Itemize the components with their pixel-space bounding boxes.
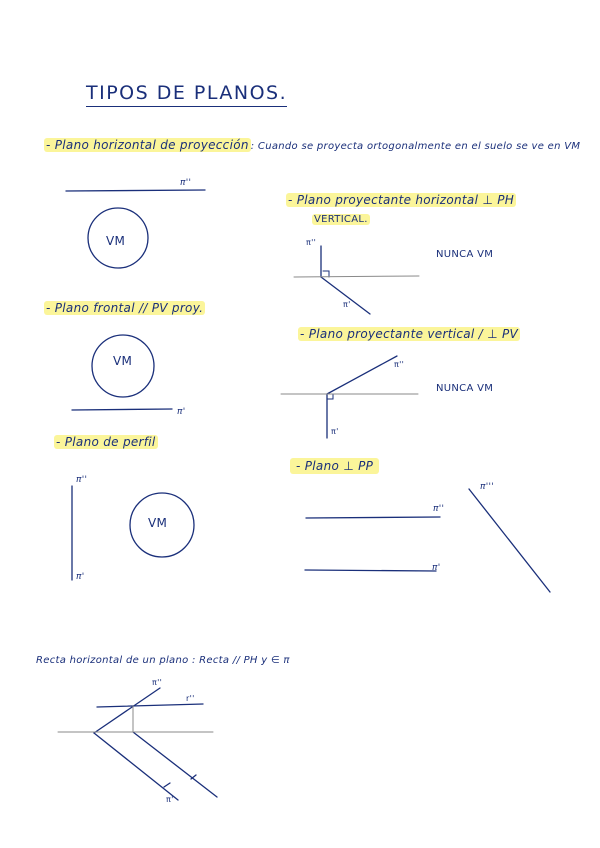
label-r2-recta: r'' bbox=[186, 694, 195, 703]
label-pi1-proy-v: π' bbox=[331, 427, 339, 436]
label-pi2-perfil: π'' bbox=[76, 475, 88, 485]
heading-proyectante-vertical-text: - Plano proyectante vertical / ⊥ PV bbox=[300, 327, 518, 341]
label-pi2-recta: π'' bbox=[152, 678, 163, 687]
page-title: TIPOS DE PLANOS. bbox=[86, 82, 287, 107]
recta-tick-1 bbox=[164, 783, 170, 787]
label-pi1-perfil: π' bbox=[76, 572, 85, 582]
heading-plano-perfil-text: - Plano de perfil bbox=[56, 435, 156, 449]
trace-pi1-proy-h bbox=[321, 277, 370, 314]
ground-line-proy-h bbox=[294, 276, 419, 277]
heading-plano-frontal-text: - Plano frontal // PV proy. bbox=[46, 301, 204, 315]
label-pi1-pp: π' bbox=[432, 563, 441, 573]
heading-vertical-text: VERTICAL. bbox=[314, 214, 368, 225]
label-pi2-proy-v: π'' bbox=[394, 360, 405, 369]
recta-r1 bbox=[133, 732, 217, 797]
trace-pi2-pp bbox=[306, 517, 440, 518]
heading-plano-pp-text: - Plano ⊥ PP bbox=[290, 458, 379, 474]
label-pi3-pp: π''' bbox=[480, 482, 495, 492]
label-pi2-proy-h: π'' bbox=[306, 238, 317, 247]
right-angle-proy-v bbox=[327, 394, 333, 399]
heading-plano-horizontal-text: - Plano horizontal de proyección bbox=[46, 138, 249, 152]
circle-vm-frontal bbox=[92, 335, 154, 397]
trace-pi1-frontal bbox=[72, 409, 172, 410]
heading-recta-horizontal: Recta horizontal de un plano : Recta // PH y ∈ π bbox=[36, 655, 290, 666]
heading-proyectante-horizontal-text: - Plano proyectante horizontal ⊥ PH bbox=[288, 193, 515, 207]
circle-vm-horizontal bbox=[88, 208, 148, 268]
label-pi1-proy-h: π' bbox=[343, 300, 351, 309]
label-vm-perfil: VM bbox=[148, 516, 168, 530]
label-pi2-horizontal: π'' bbox=[180, 178, 192, 188]
note-plano-horizontal: : Cuando se proyecta ortogonalmente en el suelo se ve en VM bbox=[250, 141, 581, 152]
trace-pi3-pp bbox=[469, 489, 550, 592]
label-pi1-recta: π' bbox=[166, 795, 174, 804]
trace-pi2-recta bbox=[94, 688, 160, 733]
trace-pi1-pp bbox=[305, 570, 436, 571]
right-angle-proy-h bbox=[323, 271, 329, 277]
trace-pi1-recta bbox=[94, 733, 178, 800]
note-nunca-vm-2: NUNCA VM bbox=[436, 383, 494, 394]
label-vm-horizontal: VM bbox=[106, 234, 126, 248]
circle-vm-perfil bbox=[130, 493, 194, 557]
recta-r2 bbox=[97, 704, 203, 707]
label-pi1-frontal: π' bbox=[177, 407, 186, 417]
label-pi2-pp: π'' bbox=[433, 504, 445, 514]
trace-pi2-proy-v bbox=[327, 356, 397, 394]
label-vm-frontal: VM bbox=[113, 354, 133, 368]
note-nunca-vm-1: NUNCA VM bbox=[436, 249, 494, 260]
trace-pi2-horizontal bbox=[66, 190, 205, 191]
